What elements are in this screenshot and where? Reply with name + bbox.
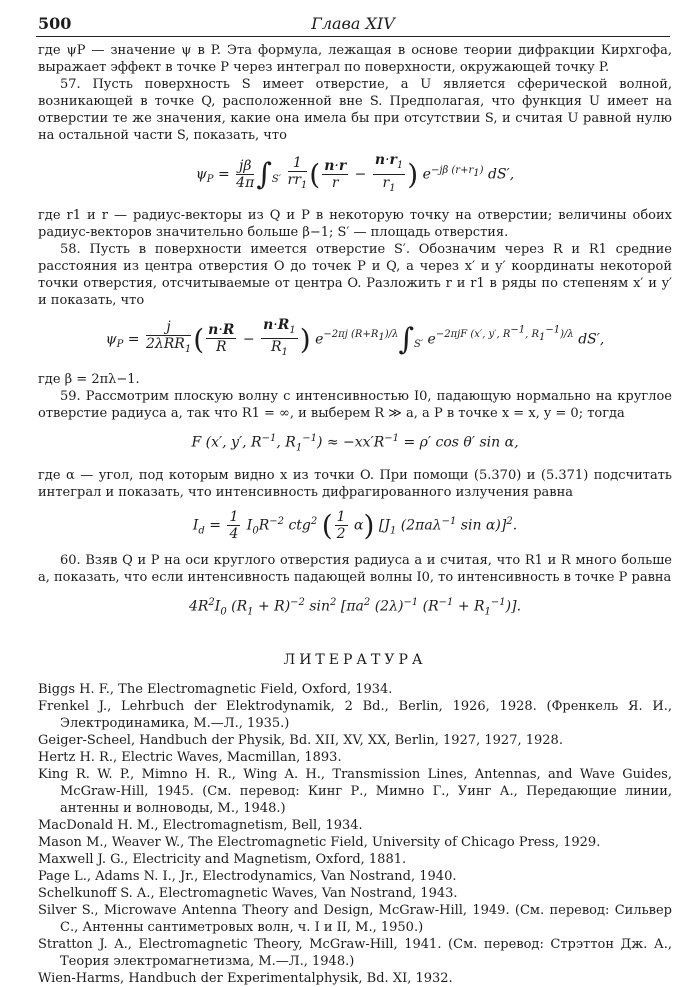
reference-item: King R. W. P., Mimno H. R., Wing A. H., Transmission Lines, Antennas, and Wave Guides, McGraw-Hill, 1945. (См. перевод: Кинг Р., Мимно Г., Уинг А., Передающие линии, антенны и волноводы, М., 1948.) (38, 767, 672, 817)
page-number: 500 (38, 14, 72, 33)
paragraph-kirchhoff: где ψP — значение ψ в P. Эта формула, лежащая в основе теории дифракции Кирхгофа, выражает эффект в точке P через интеграл по поверхности, окружающей точку P. (38, 43, 672, 75)
chapter-title: Глава XIV (311, 14, 395, 33)
problem-57: 57. Пусть поверхность S имеет отверстие, а U является сферической волной, возникающей в точке Q, расположенной вне S. Предполагая, что функция U имеет на отверстии те же значения, какие она имела бы при отсутствии S, и считая U равной нулю на остальной части S, показать, что (38, 77, 672, 143)
reference-item: Page L., Adams N. I., Jr., Electrodynamics, Van Nostrand, 1940. (38, 869, 457, 885)
page-body (38, 42, 672, 987)
problem-59: 59. Рассмотрим плоскую волну с интенсивностью I0, падающую нормально на круглое отверстие радиуса a, так что R1 = ∞, и выберем R ≫ a, а P в точке x = x, y = 0; тогда (38, 389, 672, 422)
problem-60: 60. Взяв Q и P на оси круглого отверстия радиуса a и считая, что R1 и R много больше a, показать, что если интенсивность падающей волны I0, то интенсивность в точке P равна (38, 552, 672, 585)
paragraph-59-where: где α — угол, под которым видно x из точки O. При помощи (5.370) и (5.371) подсчитать интеграл и показать, что интенсивность дифрагированного излучения равна (38, 467, 672, 500)
problem-58: 58. Пусть в поверхности имеется отверстие S′. Обозначим через R и R1 средние расстояния из центра отверстия O до точек P и Q, а через x′ и y′ координаты некоторой точки отверстия, отсчитываемые от центра O. Разложить r и r1 в ряды по степеням x′ и y′ и показать, что (38, 241, 672, 308)
reference-item: Frenkel J., Lehrbuch der Elektrodynamik, 2 Bd., Berlin, 1926, 1928. (Френкель Я. И., Электродинамика, М.—Л., 1935.) (38, 699, 672, 732)
literature-heading: ЛИТЕРАТУРА (283, 652, 427, 669)
reference-item: Wien-Harms, Handbuch der Experimentalphysik, Bd. XI, 1932. (38, 971, 453, 987)
page-header (38, 10, 668, 36)
reference-item: Schelkunoff S. A., Electromagnetic Waves, Van Nostrand, 1943. (38, 886, 458, 902)
reference-item: Stratton J. A., Electromagnetic Theory, McGraw-Hill, 1941. (См. перевод: Стрэттон Дж. А., Теория электромагнетизма, М.—Л., 1948.) (38, 937, 672, 970)
header-rule (36, 36, 670, 37)
equation-60: $4R^2I_0$ $(R_1 + R)^{-2}$ $\sin^2 [\pi a^2$ $(2\lambda)^{-1}$ $(R^{-1} + R_1^{-1})$]. (188, 596, 522, 618)
reference-item: Geiger-Scheel, Handbuch der Physik, Bd. XII, XV, XX, Berlin, 1927, 1927, 1928. (38, 733, 563, 749)
reference-item: Biggs H. F., The Electromagnetic Field, Oxford, 1934. (38, 682, 393, 698)
paragraph-58-beta: где β = 2πλ−1. (38, 372, 140, 388)
equation-57: $\psi_P$ = $\frac{j\beta}{4\pi}$ $\int_{S'}$ $\frac{1}{rr_1}$ ( $\frac{n\cdot r}{r}$ − $\frac{n\cdot r_1}{r_1}$ ) $e^{-j\beta (r+r_1)}$ dS′, (195, 152, 515, 194)
reference-item: Maxwell J. G., Electricity and Magnetism, Oxford, 1881. (38, 852, 407, 868)
reference-item: MacDonald H. M., Electromagnetism, Bell, 1934. (38, 818, 363, 834)
equation-59a: F (x′, y′, $R^{-1}$, $R_1^{-1}) \approx -xx'R^{-1} = \rho'$ cos θ′ sin α, (191, 433, 519, 454)
equation-59b: $I_d$ = $\frac{1}{4}$ $I_0R^{-2}$ ctg$^2$ ( $\frac{1}{2}$ α) [$J_1$ (2πaλ$^{-1}$ sin α)]$^2$. (192, 508, 518, 542)
equation-58: $\psi_P$ = $\frac{j}{2\lambda RR_1}$ ( $\frac{n\cdot R}{R}$ − $\frac{n\cdot R_1}{R_1}$ ) $e^{-2\pi j (R+R_1)/\lambda}\int_{S'}$ $e^{-2\pi jF (x', y', R^{-1}, R_1^{-1})/\lambda}$ dS′, (105, 316, 605, 359)
reference-item: Silver S., Microwave Antenna Theory and Design, McGraw-Hill, 1949. (См. перевод: Сильвер С., Антенны сантиметровых волн, ч. I и II, М., 1950.) (38, 903, 672, 936)
reference-item: Mason M., Weaver W., The Electromagnetic Field, University of Chicago Press, 1929. (38, 835, 601, 851)
paragraph-57-where: где r1 и r — радиус-векторы из Q и P в некоторую точку на отверстии; величины обоих радиус-векторов значительно больше β−1; S′ — площадь отверстия. (38, 207, 672, 240)
reference-list (38, 681, 672, 987)
reference-item: Hertz H. R., Electric Waves, Macmillan, 1893. (38, 750, 342, 766)
